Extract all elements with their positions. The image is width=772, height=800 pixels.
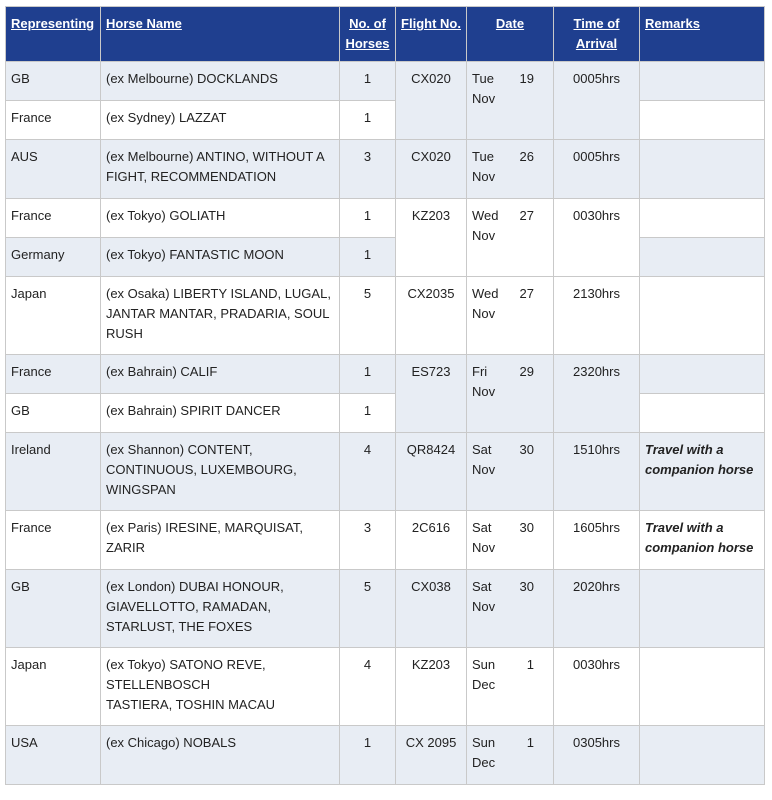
cell-remarks — [640, 570, 765, 648]
cell-flight-no: CX2035 — [396, 277, 467, 355]
date-number: 27 — [519, 286, 534, 301]
date-number: 30 — [519, 442, 534, 457]
date-month: Dec — [472, 677, 496, 692]
date-month: Nov — [472, 384, 496, 399]
date-day: Sat — [472, 520, 492, 535]
cell-representing: AUS — [6, 140, 101, 199]
table-row — [6, 726, 765, 785]
cell-flight-no: KZ203 — [396, 199, 467, 277]
header-flight-no[interactable]: Flight No. — [396, 7, 467, 62]
header-date[interactable]: Date — [467, 7, 554, 62]
cell-flight-no: ES723 — [396, 355, 467, 433]
date-day: Tue — [472, 71, 494, 86]
cell-horse-name: (ex Tokyo) GOLIATH — [101, 199, 340, 238]
cell-representing: GB — [6, 570, 101, 648]
date-month: Nov — [472, 91, 496, 106]
date-number: 19 — [519, 71, 534, 86]
cell-representing: GB — [6, 394, 101, 433]
cell-no-of-horses: 3 — [340, 511, 396, 570]
cell-time-of-arrival: 0030hrs — [554, 648, 640, 726]
cell-date — [467, 726, 554, 785]
table-row — [6, 511, 765, 570]
cell-remarks — [640, 140, 765, 199]
cell-flight-no: 2C616 — [396, 511, 467, 570]
header-row — [6, 7, 765, 62]
cell-no-of-horses: 1 — [340, 355, 396, 394]
cell-horse-name: (ex Tokyo) FANTASTIC MOON — [101, 238, 340, 277]
date-month: Nov — [472, 228, 496, 243]
cell-time-of-arrival: 0005hrs — [554, 140, 640, 199]
cell-no-of-horses: 1 — [340, 199, 396, 238]
cell-no-of-horses: 1 — [340, 62, 396, 101]
cell-horse-name: (ex Paris) IRESINE, MARQUISAT, ZARIR — [101, 511, 340, 570]
arrivals-table — [5, 6, 765, 785]
cell-time-of-arrival: 1605hrs — [554, 511, 640, 570]
cell-flight-no: QR8424 — [396, 433, 467, 511]
cell-time-of-arrival: 2320hrs — [554, 355, 640, 433]
cell-flight-no: CX 2095 — [396, 726, 467, 785]
cell-no-of-horses: 4 — [340, 433, 396, 511]
cell-date — [467, 199, 554, 277]
date-day: Tue — [472, 149, 494, 164]
cell-remarks — [640, 355, 765, 394]
cell-representing: France — [6, 355, 101, 394]
cell-horse-name: (ex Shannon) CONTENT, CONTINUOUS, LUXEMBOURG, WINGSPAN — [101, 433, 340, 511]
cell-no-of-horses: 1 — [340, 394, 396, 433]
table-row — [6, 101, 765, 140]
header-no-of-horses[interactable]: No. of Horses — [340, 7, 396, 62]
cell-no-of-horses: 5 — [340, 277, 396, 355]
cell-remarks — [640, 101, 765, 140]
cell-remarks — [640, 62, 765, 101]
cell-representing: GB — [6, 62, 101, 101]
table-row — [6, 140, 765, 199]
date-number: 1 — [526, 657, 534, 672]
header-horse-name[interactable]: Horse Name — [101, 7, 340, 62]
cell-horse-name: (ex London) DUBAI HONOUR, GIAVELLOTTO, RAMADAN, STARLUST, THE FOXES — [101, 570, 340, 648]
cell-horse-name: (ex Osaka) LIBERTY ISLAND, LUGAL, JANTAR MANTAR, PRADARIA, SOUL RUSH — [101, 277, 340, 355]
date-number: 27 — [519, 208, 534, 223]
cell-flight-no: CX020 — [396, 62, 467, 140]
date-day: Sat — [472, 579, 492, 594]
date-number: 30 — [519, 520, 534, 535]
cell-no-of-horses: 1 — [340, 101, 396, 140]
cell-flight-no: CX038 — [396, 570, 467, 648]
cell-representing: Japan — [6, 277, 101, 355]
cell-no-of-horses: 1 — [340, 726, 396, 785]
cell-time-of-arrival: 0030hrs — [554, 199, 640, 277]
date-day: Sun — [472, 735, 496, 750]
cell-date — [467, 140, 554, 199]
header-representing[interactable]: Representing — [6, 7, 101, 62]
cell-remarks: Travel with a companion horse — [640, 511, 765, 570]
cell-date — [467, 433, 554, 511]
table-row — [6, 238, 765, 277]
cell-time-of-arrival: 0005hrs — [554, 62, 640, 140]
cell-remarks — [640, 726, 765, 785]
cell-date — [467, 62, 554, 140]
cell-remarks — [640, 394, 765, 433]
date-day: Wed — [472, 286, 499, 301]
header-remarks[interactable]: Remarks — [640, 7, 765, 62]
cell-time-of-arrival: 0305hrs — [554, 726, 640, 785]
date-month: Dec — [472, 755, 496, 770]
date-number: 30 — [519, 579, 534, 594]
date-month: Nov — [472, 169, 496, 184]
cell-date — [467, 511, 554, 570]
cell-date — [467, 355, 554, 433]
cell-no-of-horses: 4 — [340, 648, 396, 726]
cell-representing: France — [6, 101, 101, 140]
cell-horse-name: (ex Melbourne) ANTINO, WITHOUT A FIGHT, RECOMMENDATION — [101, 140, 340, 199]
cell-horse-name: (ex Chicago) NOBALS — [101, 726, 340, 785]
cell-horse-name — [101, 648, 340, 726]
table-row — [6, 199, 765, 238]
date-number: 26 — [519, 149, 534, 164]
cell-flight-no: KZ203 — [396, 648, 467, 726]
cell-horse-name: (ex Sydney) LAZZAT — [101, 101, 340, 140]
cell-representing: USA — [6, 726, 101, 785]
cell-time-of-arrival: 1510hrs — [554, 433, 640, 511]
cell-no-of-horses: 5 — [340, 570, 396, 648]
horse-name-line: TASTIERA, TOSHIN MACAU — [106, 697, 276, 712]
date-day: Sat — [472, 442, 492, 457]
date-month: Nov — [472, 599, 496, 614]
horse-name-line: (ex Tokyo) SATONO REVE, STELLENBOSCH — [106, 657, 266, 692]
table-row — [6, 355, 765, 394]
table-row — [6, 433, 765, 511]
cell-remarks — [640, 277, 765, 355]
date-day: Wed — [472, 208, 499, 223]
date-day: Sun — [472, 657, 496, 672]
cell-date — [467, 648, 554, 726]
cell-date — [467, 570, 554, 648]
cell-time-of-arrival: 2020hrs — [554, 570, 640, 648]
cell-representing: Germany — [6, 238, 101, 277]
date-number: 29 — [519, 364, 534, 379]
cell-remarks — [640, 238, 765, 277]
date-number: 1 — [526, 735, 534, 750]
table-row — [6, 648, 765, 726]
date-day: Fri — [472, 364, 488, 379]
cell-representing: France — [6, 199, 101, 238]
cell-representing: Ireland — [6, 433, 101, 511]
date-month: Nov — [472, 540, 496, 555]
cell-flight-no: CX020 — [396, 140, 467, 199]
table-row — [6, 277, 765, 355]
cell-time-of-arrival: 2130hrs — [554, 277, 640, 355]
cell-representing: Japan — [6, 648, 101, 726]
table-row — [6, 570, 765, 648]
cell-remarks — [640, 648, 765, 726]
cell-remarks — [640, 199, 765, 238]
table-row — [6, 394, 765, 433]
date-month: Nov — [472, 306, 496, 321]
cell-date — [467, 277, 554, 355]
cell-no-of-horses: 1 — [340, 238, 396, 277]
cell-remarks: Travel with a companion horse — [640, 433, 765, 511]
cell-no-of-horses: 3 — [340, 140, 396, 199]
date-month: Nov — [472, 462, 496, 477]
cell-horse-name: (ex Melbourne) DOCKLANDS — [101, 62, 340, 101]
cell-representing: France — [6, 511, 101, 570]
table-row — [6, 62, 765, 101]
cell-horse-name: (ex Bahrain) CALIF — [101, 355, 340, 394]
cell-horse-name: (ex Bahrain) SPIRIT DANCER — [101, 394, 340, 433]
header-time-of-arrival[interactable]: Time of Arrival — [554, 7, 640, 62]
